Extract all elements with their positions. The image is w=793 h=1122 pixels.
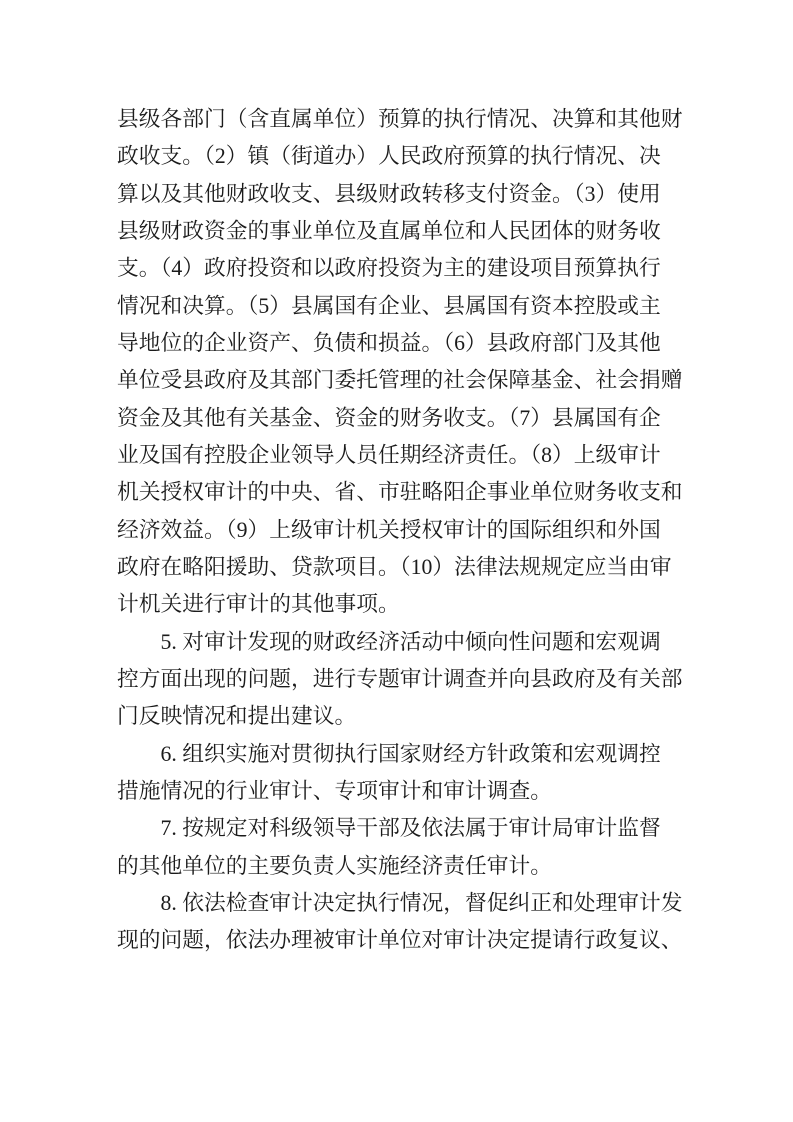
text-line: 单位受县政府及其部门委托管理的社会保障基金、社会捐赠 [117, 368, 683, 393]
text-line-item-7: 7. 按规定对科级领导干部及依法属于审计局审计监督 [160, 816, 661, 841]
text-line: 资金及其他有关基金、资金的财务收支。（7）县属国有企 [117, 405, 661, 430]
text-line: 业及国有控股企业领导人员任期经济责任。（8）上级审计 [117, 442, 661, 467]
text-line: 算以及其他财政收支、县级财政转移支付资金。（3）使用 [117, 181, 661, 206]
text-line: 县级财政资金的事业单位及直属单位和人民团体的财务收 [117, 218, 661, 243]
text-line: 现的问题，依法办理被审计单位对审计决定提请行政复议、 [117, 928, 683, 953]
text-line: 政收支。（2）镇（街道办）人民政府预算的执行情况、决 [117, 144, 661, 169]
text-line-item-8: 8. 依法检查审计决定执行情况，督促纠正和处理审计发 [160, 890, 683, 915]
text-line: 门反映情况和提出建议。 [117, 704, 357, 729]
text-line-item-6: 6. 组织实施对贯彻执行国家财经方针政策和宏观调控 [160, 741, 661, 766]
text-line: 措施情况的行业审计、专项审计和审计调查。 [117, 778, 552, 803]
text-line-item-5: 5. 对审计发现的财政经济活动中倾向性问题和宏观调 [160, 629, 661, 654]
text-line: 的其他单位的主要负责人实施经济责任审计。 [117, 853, 552, 878]
text-line: 导地位的企业资产、负债和损益。（6）县政府部门及其他 [117, 330, 661, 355]
text-line: 控方面出现的问题，进行专题审计调查并向县政府及有关部 [117, 666, 683, 691]
text-line: 机关授权审计的中央、省、市驻略阳企事业单位财务收支和 [117, 480, 683, 505]
text-line: 计机关进行审计的其他事项。 [117, 592, 400, 617]
text-line: 经济效益。（9）上级审计机关授权审计的国际组织和外国 [117, 517, 661, 542]
text-line: 情况和决算。（5）县属国有企业、县属国有资本控股或主 [117, 293, 661, 318]
text-line: 政府在略阳援助、贷款项目。（10）法律法规规定应当由审 [117, 554, 672, 579]
text-line: 支。（4）政府投资和以政府投资为主的建设项目预算执行 [117, 256, 661, 281]
text-block [117, 101, 689, 960]
text-line: 县级各部门（含直属单位）预算的执行情况、决算和其他财 [117, 107, 683, 131]
